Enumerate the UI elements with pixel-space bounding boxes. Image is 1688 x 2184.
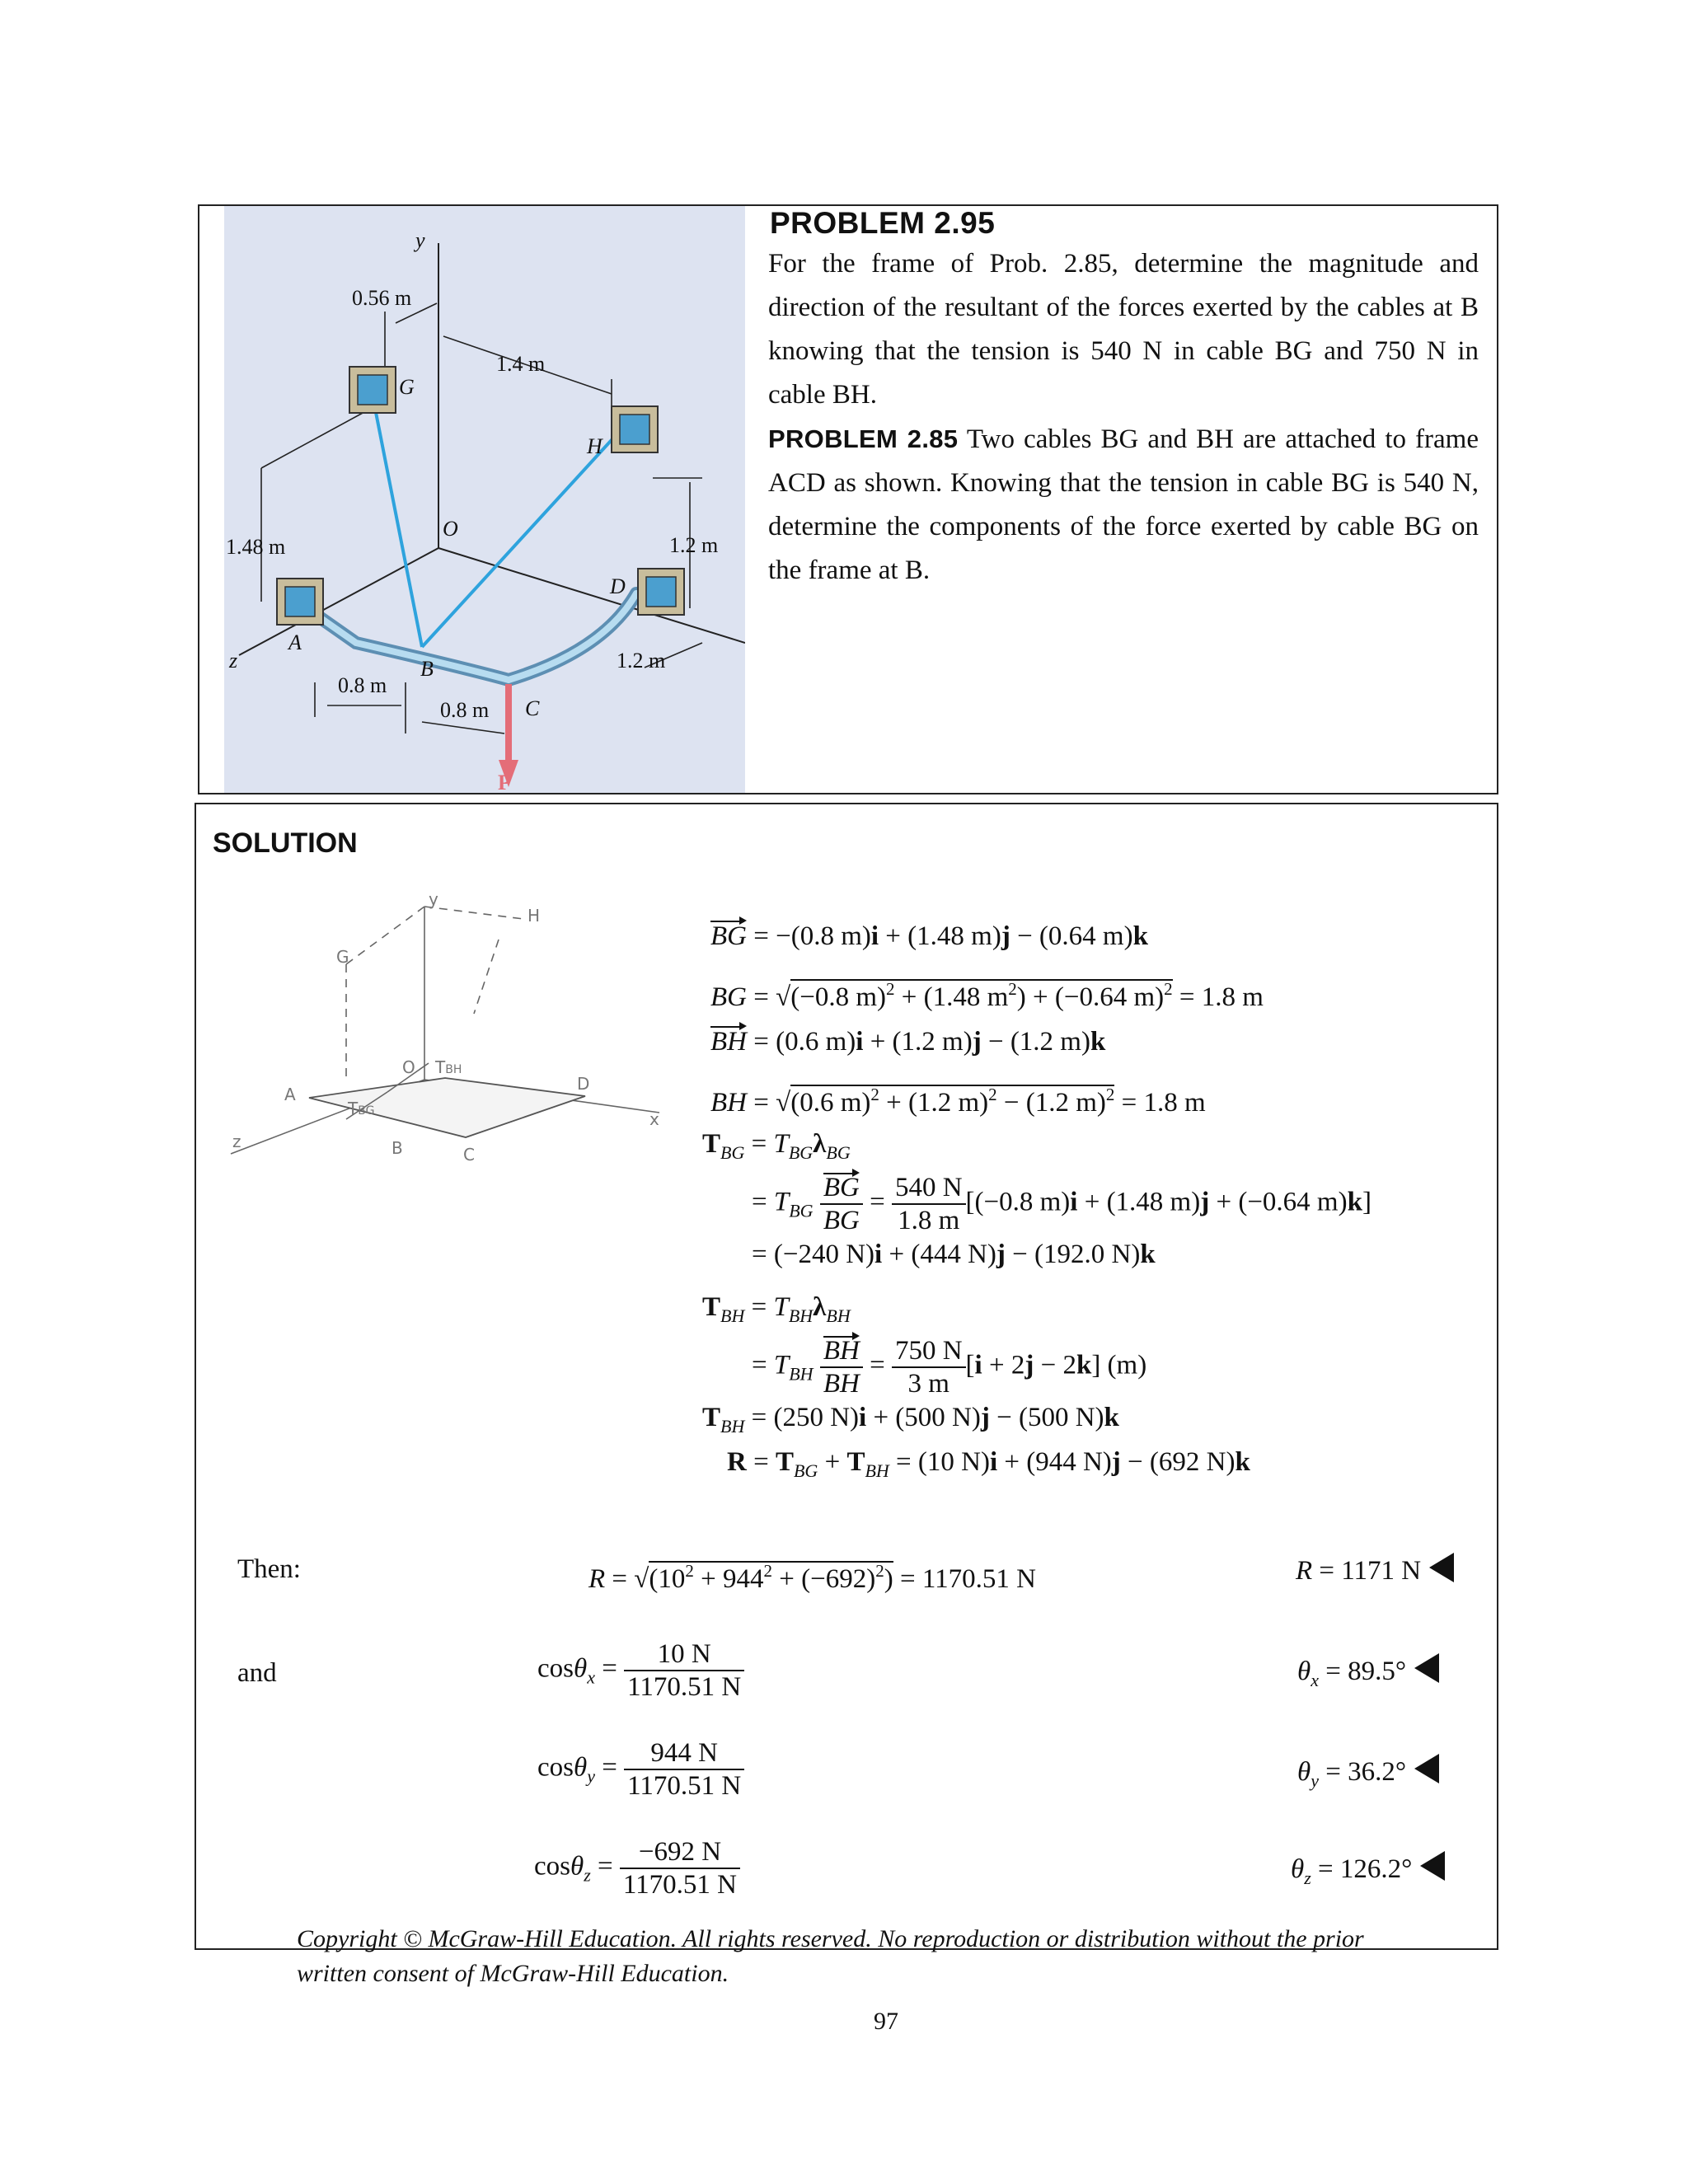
sketch-label-o: O (402, 1057, 415, 1077)
fig-label-d: D (610, 574, 626, 598)
sketch-label-z: z (232, 1132, 241, 1151)
answer-r: R = 1171 N (1296, 1553, 1454, 1586)
fig-label-o: O (443, 517, 458, 541)
fig-label-y: y (415, 228, 425, 252)
problem-285-text: Two cables BG and BH are attached to frame ACD as shown. Knowing that the tension in cable BG is 540 N, determine the components of the force exerted by cable BG on the frame at B. (768, 424, 1479, 585)
eq-bg-magnitude: BG = √(−0.8 m)$^2$ + (1.48 $m^2) + (-0.64$ m)$^2$ = 1.8 m (710, 979, 1264, 1012)
dim-056: 0.56 m (352, 286, 412, 310)
answer-theta-y: $\theta_y = 36.2^\circ$ (1297, 1754, 1439, 1792)
eq-tbh-result: $T_{BH} = (250$ N)i + (500 N)j − (500 N)k (702, 1403, 1119, 1436)
sketch-label-h: H (528, 906, 541, 926)
answer-marker-icon (1420, 1851, 1445, 1881)
answer-marker-icon (1414, 1754, 1439, 1783)
fig-label-c: C (525, 696, 540, 720)
answer-marker-icon (1429, 1553, 1454, 1582)
sketch-tbg-label: TBG (348, 1099, 375, 1118)
solution-label: SOLUTION (213, 827, 358, 859)
solution-sketch (223, 882, 684, 1212)
sketch-label-x: x (649, 1109, 659, 1129)
problem-285-label: PROBLEM 2.85 (768, 424, 959, 453)
problem-text (768, 242, 1479, 593)
fig-label-g: G (399, 375, 415, 399)
eq-bh-vector: BH = (0.6 m)i + (1.2 m)j − (1.2 m)k (710, 1027, 1106, 1057)
fig-label-a: A (288, 630, 302, 654)
sketch-g-guide (346, 907, 424, 964)
eq-cos-z: cosθ$_z$ = $\frac{-692 N}{1170.51 N}$ (534, 1836, 740, 1900)
fig-label-p: P (498, 771, 511, 793)
eq-resultant-magnitude: $R = √(10^2 + 944^2 + (-692)^2) = 1170.51$ N (588, 1561, 1036, 1594)
fig-label-z: z (229, 649, 238, 673)
eq-tbg-def: $T_{BG} = T_{BG}\lambda_{BG}$ (702, 1129, 851, 1163)
fig-label-b: B (420, 657, 434, 681)
eq-bg-vector: BG = −(0.8 m)i + (1.48 m)j − (0.64 m)k (710, 921, 1148, 951)
sketch-h-drop (474, 940, 499, 1014)
copyright-notice: Copyright © McGraw-Hill Education. All rights reserved. No reproduction or distribution without the prior written consent of McGraw-Hill Education. (297, 1925, 1364, 1987)
dim-148: 1.48 m (226, 535, 286, 559)
sketch-label-d: D (577, 1074, 590, 1094)
eq-resultant-vector: $R = T_{BG} + T_{BH} = (10$ N)i + (944 N)j − (692 N)k (727, 1447, 1250, 1481)
eq-bh-magnitude: BH = √(0.6 m)$^2$ + (1.2 m)$^2$ − (1.2 m)$^2$ = 1.8 m (710, 1085, 1206, 1118)
sketch-label-y: y (429, 889, 438, 909)
mount-h (612, 406, 658, 452)
sketch-label-g: G (336, 947, 349, 967)
eq-tbh-expand: = $T_{BH}$ $\frac{BH}{BH}$ = $\frac{750 N}{3 m}$ [i + 2j − 2k] (m) (752, 1336, 1147, 1399)
dim-08-left: 0.8 m (338, 673, 387, 697)
sketch-h-guide (424, 907, 523, 919)
sketch-tbh-label: TBH (435, 1057, 462, 1077)
frame-figure (224, 206, 745, 793)
sketch-label-a: A (284, 1085, 296, 1104)
fig-label-h: H (587, 434, 603, 458)
eq-tbg-expand: = $T_{BG}$ $\frac{BG}{BG}$ = $\frac{540 N}{1.8 m}$ [(−0.8 m)i + (1.48 m)j + (−0.64 m)k] (752, 1173, 1372, 1235)
mount-g (349, 367, 396, 413)
eq-cos-x: cosθ$_x$ = $\frac{10 N}{1170.51 N}$ (537, 1638, 744, 1703)
mount-d (638, 569, 684, 615)
sketch-label-c: C (463, 1145, 475, 1165)
eq-cos-y: cosθ$_y$ = $\frac{944 N}{1170.51 N}$ (537, 1737, 744, 1802)
dim-12-vert: 1.2 m (669, 533, 719, 557)
page-number: 97 (874, 2008, 898, 2035)
then-label: Then: (237, 1554, 301, 1584)
problem-295-text: For the frame of Prob. 2.85, determine the magnitude and direction of the resultant of the forces exerted by the cables at B knowing that the tension is 540 N in cable BG and 750 N in cable BH. (768, 249, 1479, 410)
eq-tbh-def: $T_{BH} = T_{BH}\lambda_{BH}$ (702, 1292, 851, 1326)
mount-a (277, 579, 323, 625)
answer-theta-z: $\theta_z = 126.2^\circ$ (1291, 1851, 1445, 1889)
dim-14: 1.4 m (496, 352, 546, 376)
dim-08-right: 0.8 m (440, 698, 490, 722)
sketch-label-b: B (392, 1138, 403, 1158)
eq-tbg-result: = (−240 N)i + (444 N)j − (192.0 N)k (752, 1240, 1156, 1269)
answer-theta-x: $\theta_x = 89.5^\circ$ (1297, 1653, 1439, 1691)
answer-marker-icon (1414, 1653, 1439, 1683)
problem-title: PROBLEM 2.95 (770, 206, 996, 240)
dim-12-horiz: 1.2 m (617, 649, 666, 673)
and-label: and (237, 1658, 277, 1688)
